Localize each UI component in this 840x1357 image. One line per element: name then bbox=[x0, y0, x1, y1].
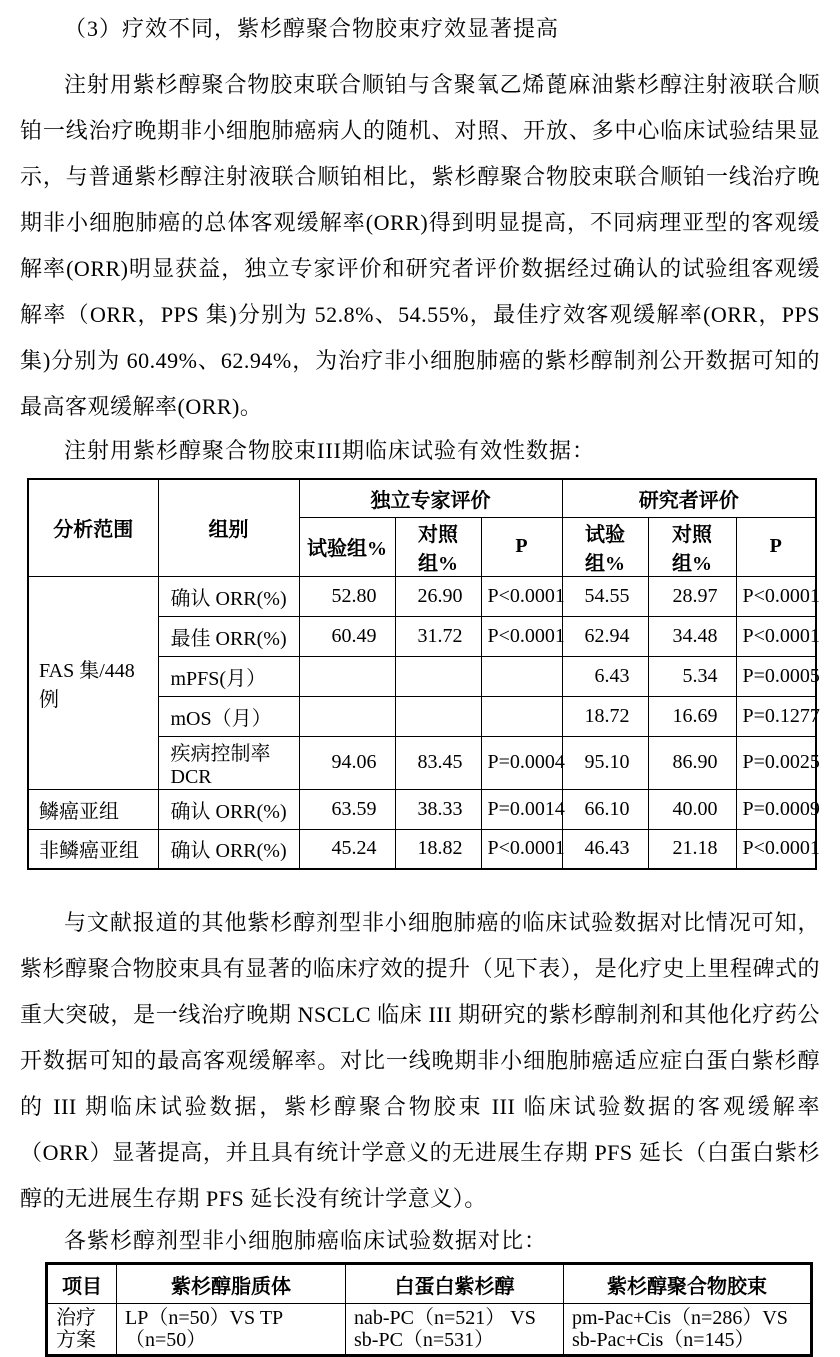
value-cell: 62.94 bbox=[562, 616, 648, 656]
table-row bbox=[28, 576, 816, 616]
header-p-2: P bbox=[736, 517, 816, 576]
value-cell: 6.43 bbox=[562, 656, 648, 696]
value-cell bbox=[395, 696, 481, 736]
value-cell: 16.69 bbox=[648, 696, 736, 736]
header-paclitaxel-polymer-micelle: 紫杉醇聚合物胶束 bbox=[564, 1264, 812, 1304]
p-value-cell: P=0.0004 bbox=[481, 736, 562, 789]
p-value-cell: P<0.0001 bbox=[736, 576, 816, 616]
value-cell: 5.34 bbox=[648, 656, 736, 696]
group-cell: mPFS(月） bbox=[158, 656, 299, 696]
p-value-cell: P=0.0009 bbox=[736, 789, 816, 829]
header-investigator-review: 研究者评价 bbox=[562, 479, 816, 517]
value-cell: 94.06 bbox=[299, 736, 395, 789]
value-cell: 86.90 bbox=[648, 736, 736, 789]
header-test-group-1: 试验组% bbox=[299, 517, 395, 576]
value-cell: 38.33 bbox=[395, 789, 481, 829]
group-cell: 确认 ORR(%) bbox=[158, 576, 299, 616]
liposome-regimen-cell: LP（n=50）VS TP（n=50） bbox=[117, 1304, 346, 1356]
paragraph-comparison-discussion: 与文献报道的其他紫杉醇剂型非小细胞肺癌的临床试验数据对比情况可知，紫杉醇聚合物胶束具有显著的临床疗效的提升（见下表），是化疗史上里程碑式的重大突破，是一线治疗晚期 NSCLC 临床 III 期研究的紫杉醇制剂和其他化疗药公开数据可知的最高客观缓解率。对比一线晚期非小细胞肺癌适应症白蛋白紫杉醇的 III 期临床试验数据，紫杉醇聚合物胶束 III 临床试验数据的客观缓解率（ORR）显著提高，并且具有统计学意义的无进展生存期 PFS 延长（白蛋白紫杉醇的无进展生存期 PFS 延长没有统计学意义）。 bbox=[20, 910, 820, 1211]
header-item: 项目 bbox=[47, 1264, 117, 1304]
value-cell: 45.24 bbox=[299, 829, 395, 869]
table-header-row bbox=[47, 1264, 812, 1304]
table-row bbox=[47, 1304, 812, 1356]
p-value-cell: P<0.0001 bbox=[481, 829, 562, 869]
value-cell bbox=[299, 656, 395, 696]
value-cell: 18.82 bbox=[395, 829, 481, 869]
value-cell: 54.55 bbox=[562, 576, 648, 616]
p-value-cell: P=0.0025 bbox=[736, 736, 816, 789]
value-cell bbox=[299, 696, 395, 736]
value-cell: 46.43 bbox=[562, 829, 648, 869]
value-cell: 66.10 bbox=[562, 789, 648, 829]
header-expert-review: 独立专家评价 bbox=[299, 479, 562, 517]
header-group: 组别 bbox=[158, 479, 299, 576]
value-cell: 83.45 bbox=[395, 736, 481, 789]
value-cell: 18.72 bbox=[562, 696, 648, 736]
scope-squamous-cell: 鳞癌亚组 bbox=[28, 789, 158, 829]
group-cell: 最佳 ORR(%) bbox=[158, 616, 299, 656]
table-header-row-groups bbox=[28, 479, 816, 517]
micelle-regimen-cell: pm-Pac+Cis（n=286）VS sb-Pac+Cis（n=145） bbox=[564, 1304, 812, 1356]
efficacy-table-intro: 注射用紫杉醇聚合物胶束III期临床试验有效性数据： bbox=[64, 438, 595, 463]
value-cell bbox=[395, 656, 481, 696]
value-cell: 31.72 bbox=[395, 616, 481, 656]
value-cell: 34.48 bbox=[648, 616, 736, 656]
efficacy-data-table bbox=[27, 478, 820, 870]
formulation-comparison-table bbox=[45, 1262, 813, 1357]
scope-fas-cell: FAS 集/448 例 bbox=[28, 576, 158, 789]
paragraph-clinical-trial-results: 注射用紫杉醇聚合物胶束联合顺铂与含聚氧乙烯蓖麻油紫杉醇注射液联合顺铂一线治疗晚期非小细胞肺癌病人的随机、对照、开放、多中心临床试验结果显示，与普通紫杉醇注射液联合顺铂相比，紫杉醇聚合物胶束联合顺铂一线治疗晚期非小细胞肺癌的总体客观缓解率(ORR)得到明显提高，不同病理亚型的客观缓解率(ORR)明显获益，独立专家评价和研究者评价数据经过确认的试验组客观缓解率（ORR，PPS 集)分别为 52.8%、54.55%，最佳疗效客观缓解率(ORR，PPS 集)分别为 60.49%、62.94%，为治疗非小细胞肺癌的紫杉醇制剂公开数据可知的最高客观缓解率(ORR)。 bbox=[20, 72, 820, 419]
header-control-group-2: 对照组% bbox=[648, 517, 736, 576]
header-albumin-paclitaxel: 白蛋白紫杉醇 bbox=[346, 1264, 564, 1304]
header-test-group-2: 试验组% bbox=[562, 517, 648, 576]
value-cell: 21.18 bbox=[648, 829, 736, 869]
albumin-regimen-cell: nab-PC（n=521） VS sb-PC（n=531） bbox=[346, 1304, 564, 1356]
section-heading: （3）疗效不同，紫杉醇聚合物胶束疗效显著提高 bbox=[64, 16, 560, 41]
value-cell: 63.59 bbox=[299, 789, 395, 829]
header-control-group-1: 对照组% bbox=[395, 517, 481, 576]
p-value-cell: P<0.0001 bbox=[736, 616, 816, 656]
group-cell: 确认 ORR(%) bbox=[158, 829, 299, 869]
p-value-cell bbox=[481, 696, 562, 736]
value-cell: 95.10 bbox=[562, 736, 648, 789]
group-cell: 疾病控制率 DCR bbox=[158, 736, 299, 789]
scope-nonsquamous-cell: 非鳞癌亚组 bbox=[28, 829, 158, 869]
treatment-plan-label-cell: 治疗方案 bbox=[47, 1304, 117, 1356]
value-cell: 28.97 bbox=[648, 576, 736, 616]
value-cell: 40.00 bbox=[648, 789, 736, 829]
group-cell: mOS（月） bbox=[158, 696, 299, 736]
p-value-cell: P<0.0001 bbox=[736, 829, 816, 869]
table-row bbox=[28, 789, 816, 829]
p-value-cell: P<0.0001 bbox=[481, 616, 562, 656]
header-scope: 分析范围 bbox=[28, 479, 158, 576]
header-paclitaxel-liposome: 紫杉醇脂质体 bbox=[117, 1264, 346, 1304]
value-cell: 26.90 bbox=[395, 576, 481, 616]
comparison-table-intro: 各紫杉醇剂型非小细胞肺癌临床试验数据对比： bbox=[64, 1228, 548, 1253]
group-cell: 确认 ORR(%) bbox=[158, 789, 299, 829]
table-row bbox=[28, 829, 816, 869]
p-value-cell: P=0.0014 bbox=[481, 789, 562, 829]
p-value-cell: P=0.0005 bbox=[736, 656, 816, 696]
header-p-1: P bbox=[481, 517, 562, 576]
p-value-cell: P<0.0001 bbox=[481, 576, 562, 616]
p-value-cell: P=0.1277 bbox=[736, 696, 816, 736]
value-cell: 52.80 bbox=[299, 576, 395, 616]
p-value-cell bbox=[481, 656, 562, 696]
value-cell: 60.49 bbox=[299, 616, 395, 656]
